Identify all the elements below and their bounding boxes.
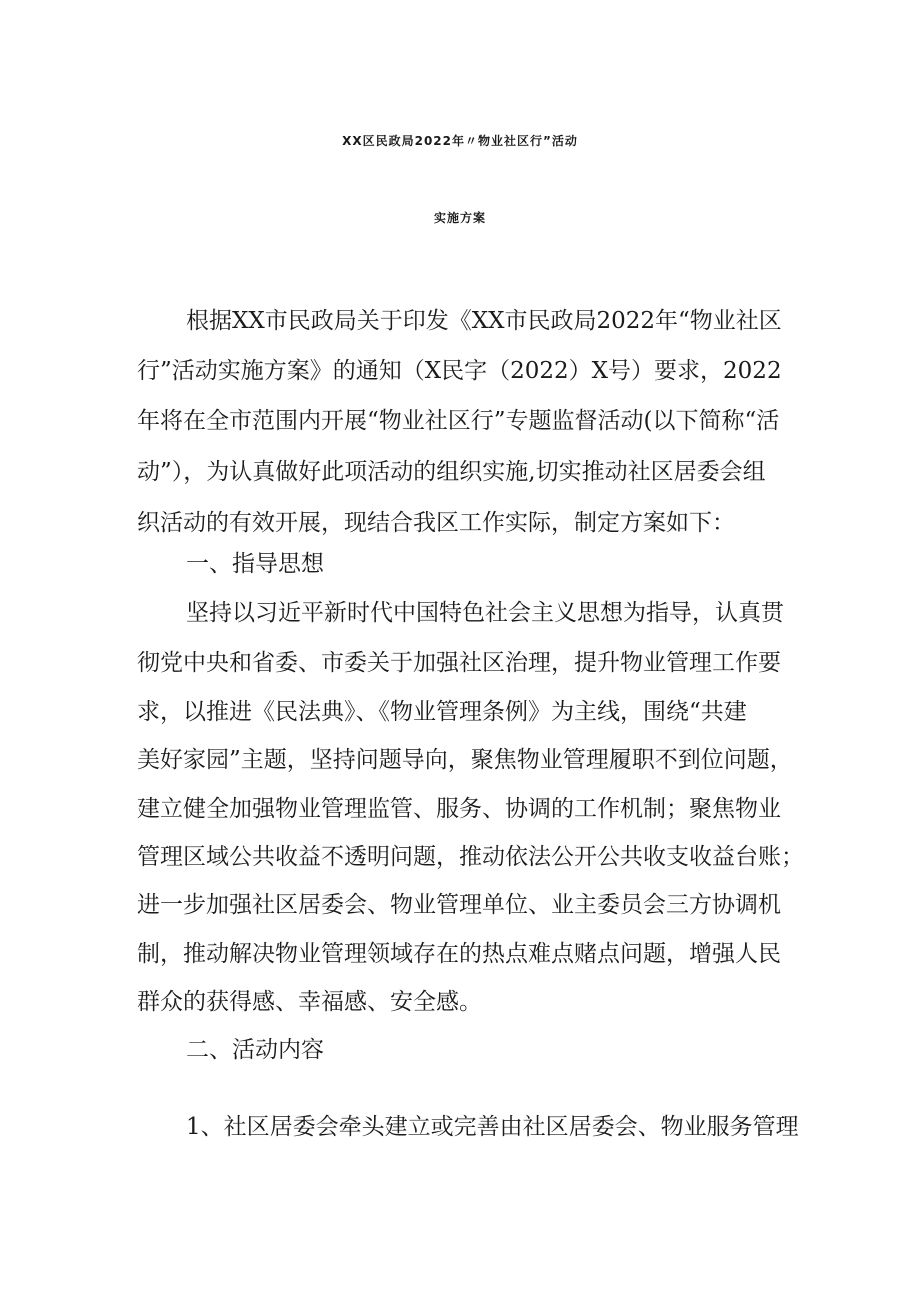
section1-line-9: 群众的获得感、幸福感、安全感。: [137, 989, 482, 1015]
section2-line-1: 1、社区居委会牵头建立或完善由社区居委会、物业服务管理: [186, 1114, 799, 1140]
section-heading-activity-content: 二、活动内容: [186, 1037, 324, 1063]
section1-line-8: 制，推动解决物业管理领域存在的热点难点赌点问题，增强人民: [137, 941, 781, 967]
intro-line-2: 行”活动实施方案》的通知（X民字（2022）X号）要求，2022: [137, 358, 782, 384]
section1-line-5: 建立健全加强物业管理监管、服务、协调的工作机制；聚焦物业: [137, 796, 781, 822]
section-heading-guiding-ideology: 一、指导思想: [186, 551, 324, 577]
section1-line-1: 坚持以习近平新时代中国特色社会主义思想为指导，认真贯: [186, 600, 784, 626]
section1-line-2: 彻党中央和省委、市委关于加强社区治理，提升物业管理工作要: [137, 650, 781, 676]
intro-line-4: 动”），为认真做好此项活动的组织实施,切实推动社区居委会组: [137, 459, 766, 485]
section1-line-7: 进一步加强社区居委会、物业管理单位、业主委员会三方协调机: [137, 892, 781, 918]
document-title-line-2: 实施方案: [433, 211, 486, 225]
section1-line-6: 管理区域公共收益不透明问题，推动依法公开公共收支收益台账；: [137, 844, 804, 870]
intro-line-3: 年将在全市范围内开展“物业社区行”专题监督活动(以下简称“活: [137, 408, 780, 434]
intro-line-1: 根据XX市民政局关于印发《XX市民政局2022年“物业社区: [186, 308, 782, 334]
section1-line-4: 美好家园”主题，坚持问题导向，聚焦物业管理履职不到位问题，: [137, 747, 793, 773]
intro-line-5: 织活动的有效开展，现结合我区工作实际，制定方案如下：: [137, 510, 735, 536]
section1-line-3: 求，以推进《民法典》、《物业管理条例》为主线，围绕“共建: [137, 699, 747, 725]
document-title-line-1: XX区民政局2022年〃物业社区行”活动: [342, 134, 578, 148]
